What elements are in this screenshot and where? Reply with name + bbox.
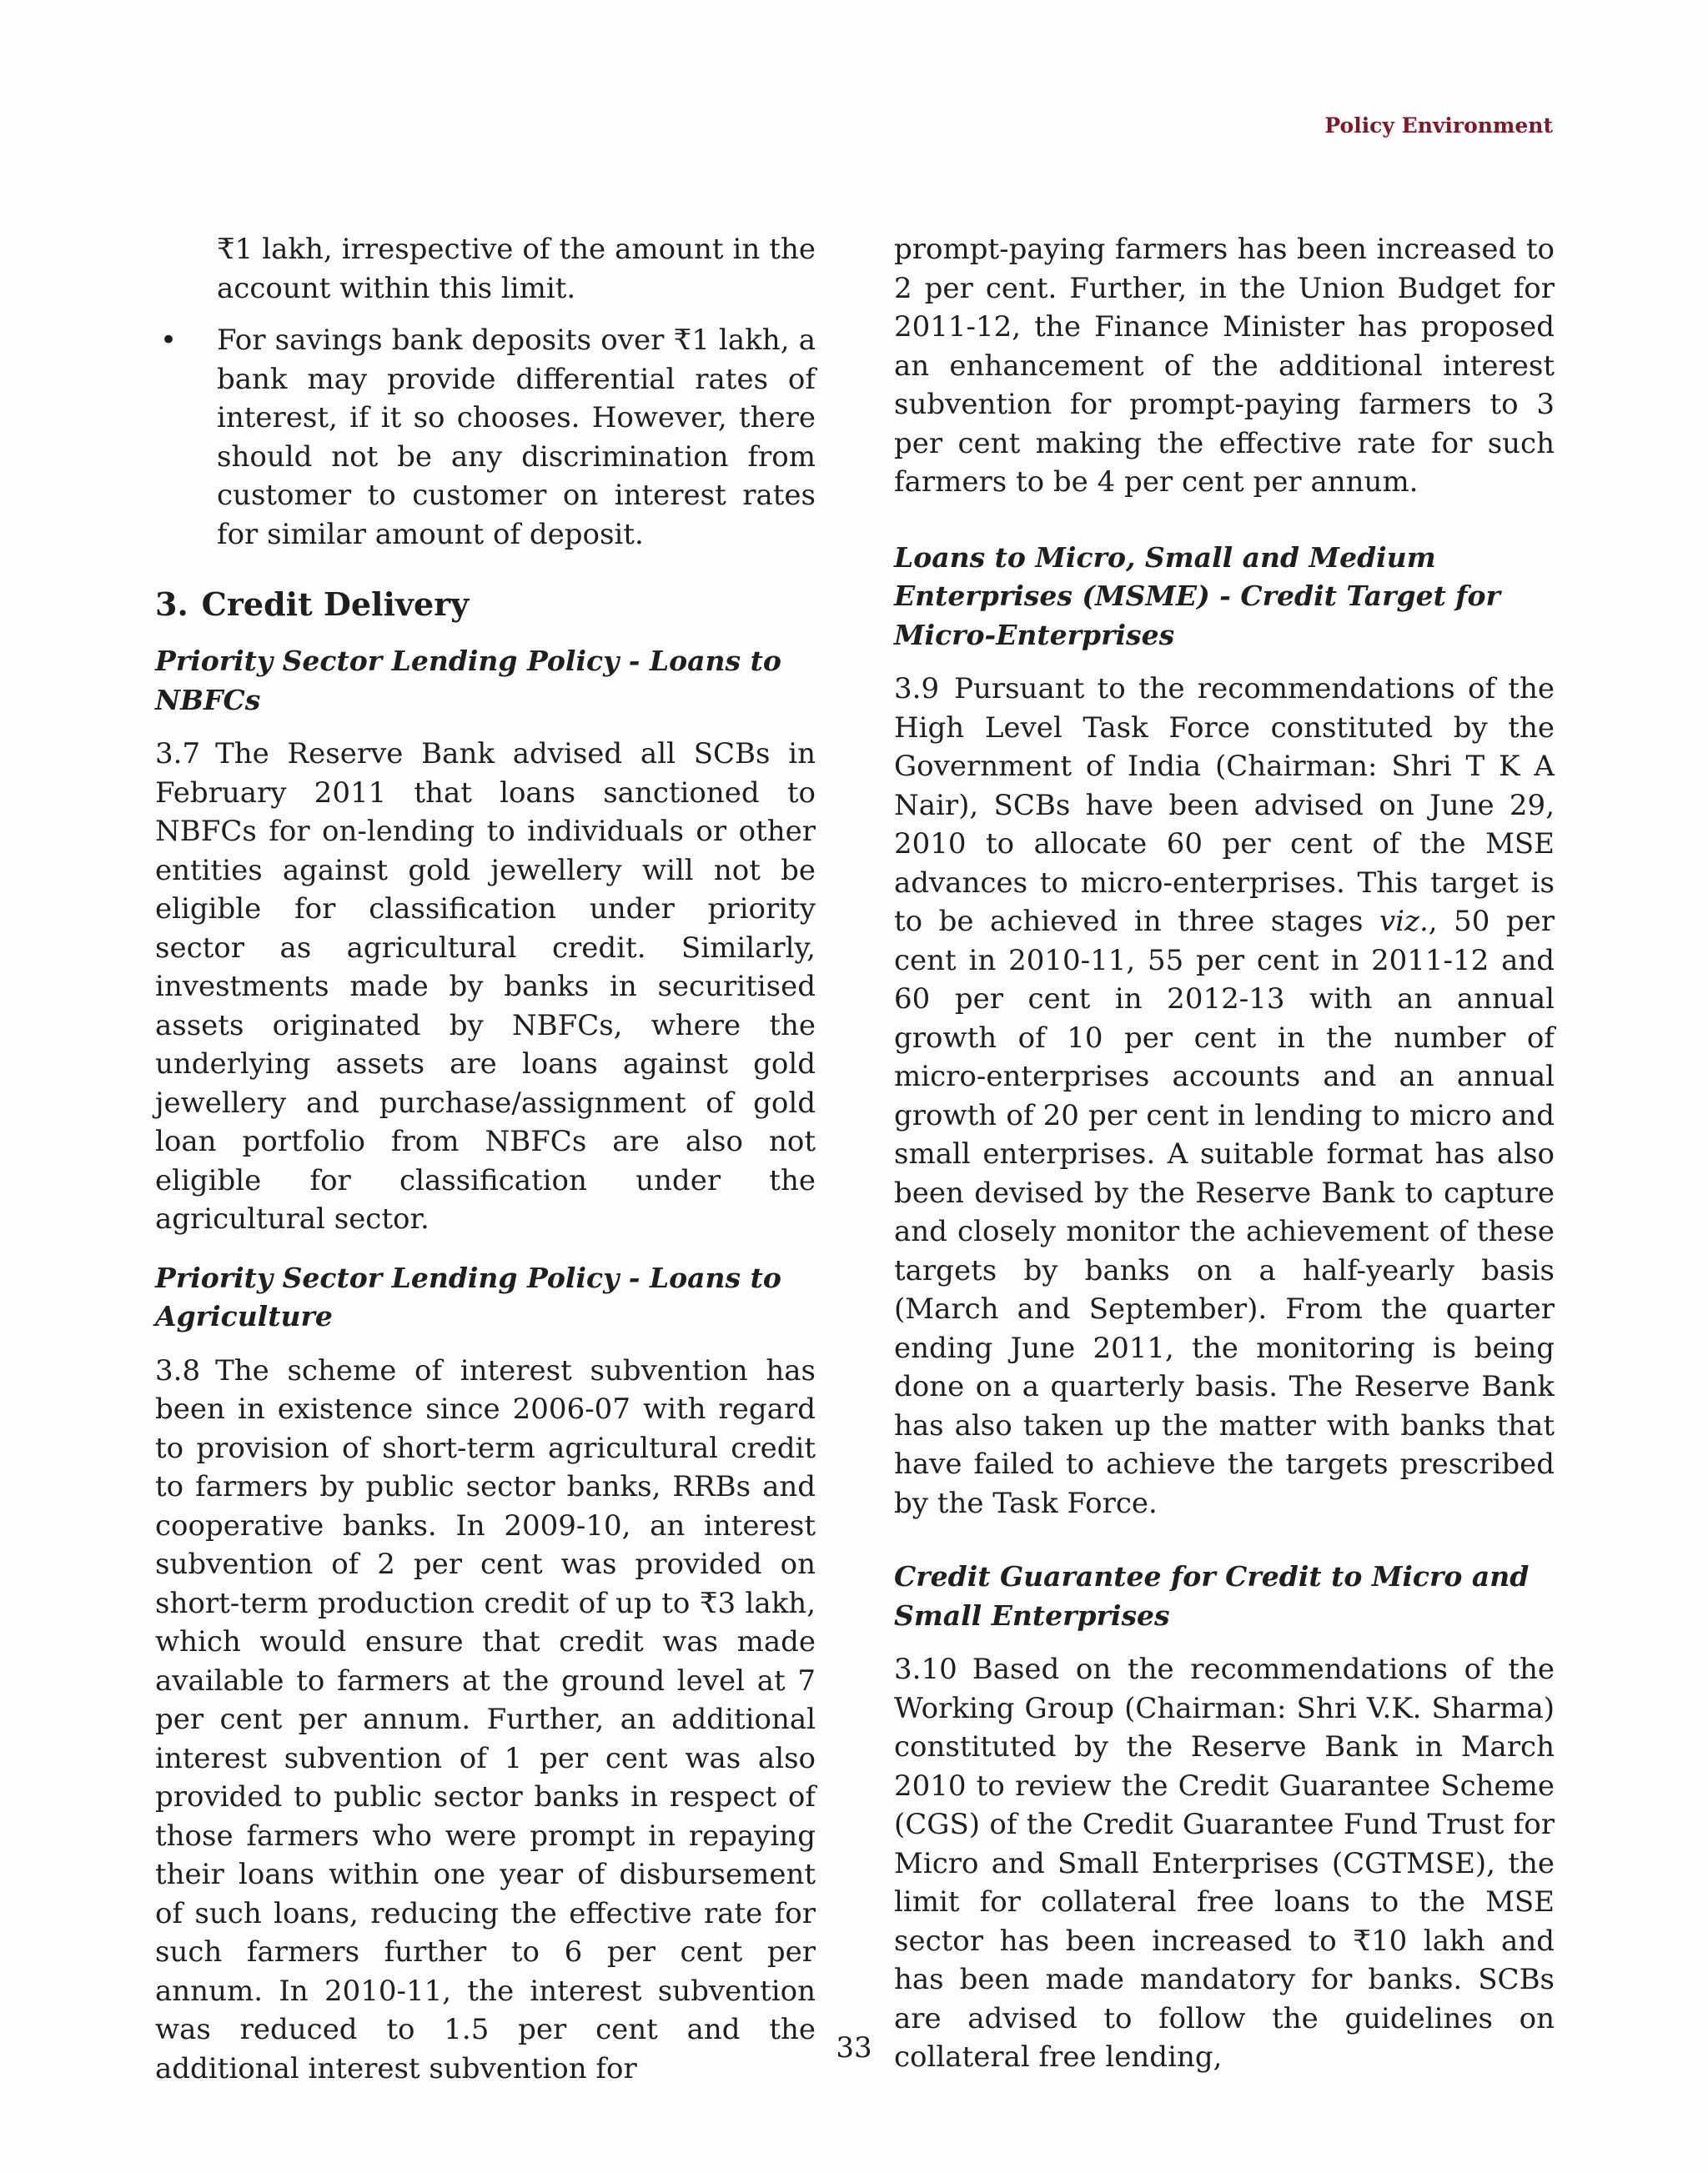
paragraph-number: 3.7 [155,737,201,770]
section-number: 3. [155,585,188,623]
paragraph-3-9 [894,670,1555,1523]
running-header: Policy Environment [1324,113,1553,138]
subheading-agriculture: Priority Sector Lending Policy - Loans to Agriculture [155,1261,781,1332]
subheading-nbfcs: Priority Sector Lending Policy - Loans to NBFCs [155,645,781,716]
paragraph-text-cont: , 50 per cent in 2010-11, 55 per cent in 2011-12 and 60 per cent in 2012-13 with an annual growth of 10 per cent in the number of micro-enterprises accounts and an annual growth of 20 per cent in lending to micro and small enterprises. A suitable format has also been devised by the Reserve Bank to capture and closely monitor the achievement of these targets by banks on a half-yearly basis (March and September). From the quarter ending June 2011, the monitoring is being done on a quarterly basis. The Reserve Bank has also taken up the matter with banks that have failed to achieve the targets prescribed by the Task Force. [894,905,1555,1520]
subheading-msme: Loans to Micro, Small and Medium Enterprises (MSME) - Credit Target for Micro-Enterprises [894,540,1500,651]
page-number: 33 [836,2031,872,2065]
continuation-text: prompt-paying farmers has been increased to 2 per cent. Further, in the Union Budget for 2011-12, the Finance Minister has proposed an enhancement of the additional interest subvention for prompt-paying farmers to 3 per cent making the effective rate for such farmers to be 4 per cent per annum. [894,233,1555,499]
paragraph-3-10 [894,1650,1555,2077]
paragraph-number: 3.9 [894,672,940,705]
section-heading [155,585,816,624]
paragraph-3-7 [155,735,816,1239]
paragraph-text: The scheme of interest subvention has been in existence since 2006-07 with regard to provision of short-term agricultural credit to farmers by public sector banks, RRBs and cooperative banks. In 2009-10, an interest subvention of 2 per cent was provided on short-term production credit of up to ₹3 lakh, which would ensure that credit was made available to farmers at the ground level at 7 per cent per annum. Further, an additional interest subvention of 1 per cent was also provided to public sector banks in respect of those farmers who were prompt in repaying their loans within one year of disbursement of such loans, reducing the effective rate for such farmers further to 6 per cent per annum. In 2010-11, the interest subvention was reduced to 1.5 per cent and the additional interest subvention for [155,1353,816,2085]
paragraph-number: 3.10 [894,1653,957,1686]
paragraph-text: The Reserve Bank advised all SCBs in February 2011 that loans sanctioned to NBFCs for on-lending to individuals or other entities against gold jewellery will not be eligible for classification under priority sector as agricultural credit. Similarly, investments made by banks in securitised assets originated by NBFCs, where the underlying assets are loans against gold jewellery and purchase/assignment of gold loan portfolio from NBFCs are also not eligible for classification under the agricultural sector. [155,737,816,1236]
section-title: Credit Delivery [201,585,470,623]
paragraph-3-8 [155,1352,816,2089]
right-column [894,230,1555,2097]
bullet-item [155,321,816,554]
bullet-marker: • [160,324,178,357]
paragraph-text: Based on the recommendations of the Working Group (Chairman: Shri V.K. Sharma) constituted by the Reserve Bank in March 2010 to review the Credit Guarantee Scheme (CGS) of the Credit Guarantee Fund Trust for Micro and Small Enterprises (CGTMSE), the limit for collateral free loans to the MSE sector has been increased to ₹10 lakh and has been made mandatory for banks. SCBs are advised to follow the guidelines on collateral free lending, [894,1653,1555,2074]
paragraph-text: Pursuant to the recommendations of the High Level Task Force constituted by the Government of India (Chairman: Shri T K A Nair), SCBs have been advised on June 29, 2010 to allocate 60 per cent of the MSE advances to micro-enterprises. This target is to be achieved in three stages [894,672,1555,938]
continuation-text: ₹1 lakh, irrespective of the amount in the account within this limit. [217,233,816,305]
bullet-text: For savings bank deposits over ₹1 lakh, a bank may provide differential rates of interest, if it so chooses. However, there should not be any discrimination from customer to customer on interest rates for similar amount of deposit. [217,324,816,551]
paragraph-number: 3.8 [155,1353,201,1388]
left-column [155,230,816,2108]
subheading-credit-guarantee: Credit Guarantee for Credit to Micro and Small Enterprises [894,1560,1530,1632]
latin-abbreviation: viz. [1379,905,1429,938]
